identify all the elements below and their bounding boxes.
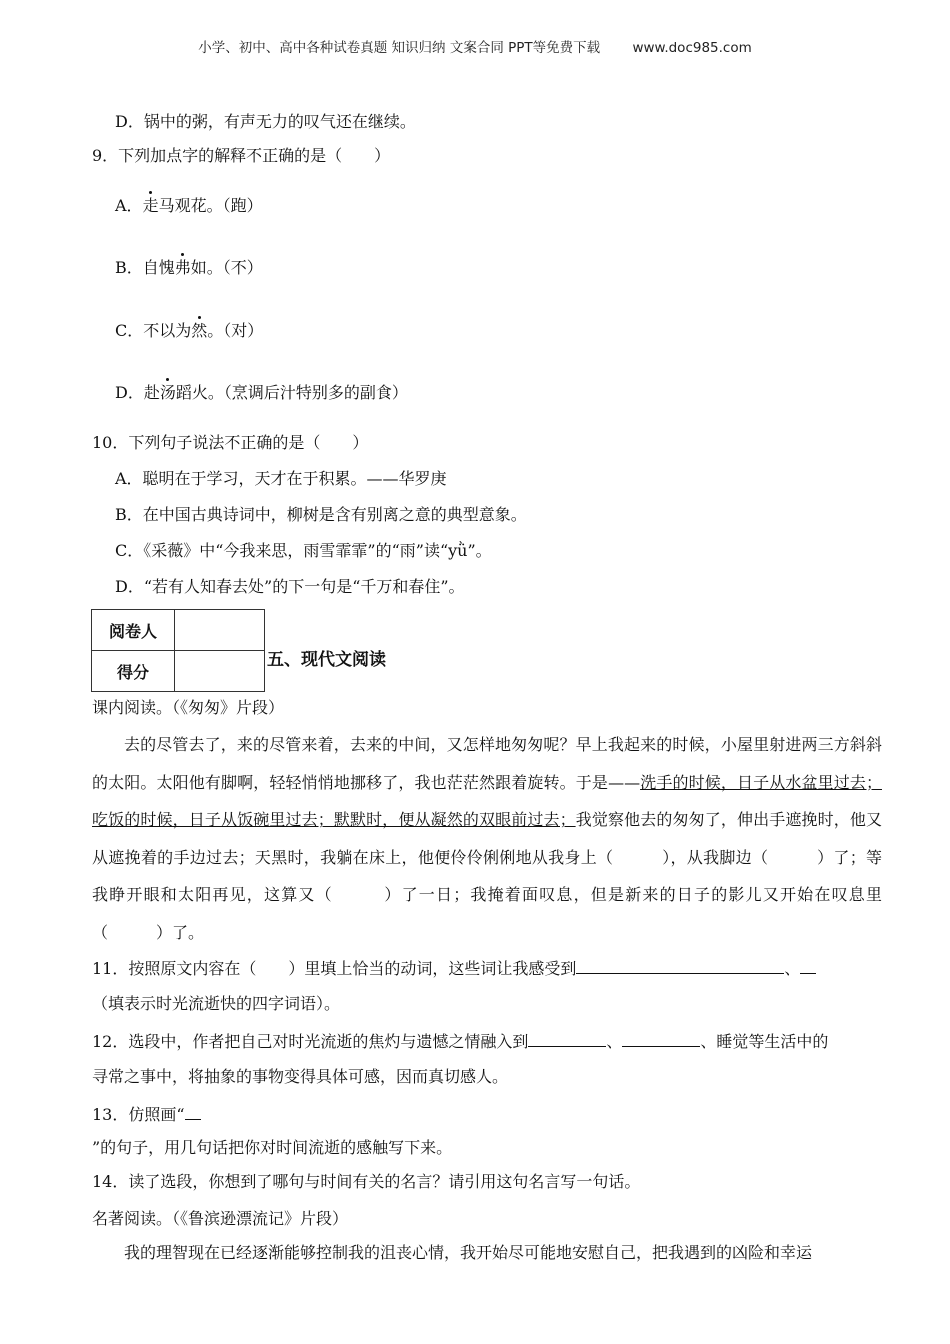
q9-stem: 9．下列加点字的解释不正确的是（ ） bbox=[92, 146, 391, 165]
q13-line1 bbox=[92, 1103, 201, 1125]
q11-text: 11．按照原文内容在（ ）里填上恰当的动词，这些词让我感受到 bbox=[92, 959, 577, 978]
q12 bbox=[92, 1030, 828, 1052]
q9-b-post: 如。（不） bbox=[190, 258, 263, 277]
header-text: 小学、初中、高中各种试卷真题 知识归纳 文案合同 PPT等免费下载 bbox=[198, 40, 601, 56]
q11-blank-2[interactable] bbox=[800, 957, 816, 974]
q12-line2: 寻常之事中，将抽象的事物变得具体可感，因而真切感人。 bbox=[92, 1067, 509, 1086]
q9-b-pre: B．自愧 bbox=[115, 258, 175, 277]
reading2-intro: 名著阅读。（《鲁滨逊漂流记》片段） bbox=[92, 1209, 349, 1228]
section-title: 五、现代文阅读 bbox=[267, 650, 386, 670]
reading1-passage bbox=[92, 726, 882, 951]
reading1-p2: 我觉察他去的匆匆了，伸出手遮挽时，他又从遮挽着的手边过去；天黑时，我躺在床上，他便伶伶俐俐地从我身上（ ），从我脚边（ ）了；等我睁开眼和太阳再见，这算又（ ）了一日；我掩着面叹息，但是新来的日子的影儿又开始在叹息里（ ）了。 bbox=[92, 810, 882, 942]
q13-a: 13．仿照画“ bbox=[92, 1105, 185, 1124]
q9-c-post: 。（对） bbox=[207, 321, 264, 340]
q9-a-dotted-char: 走 bbox=[142, 196, 159, 215]
score-label: 得分 bbox=[92, 651, 175, 692]
q11-sep: 、 bbox=[784, 959, 801, 978]
q9-d-pre: D．赴 bbox=[115, 383, 160, 402]
q12-blank-2[interactable] bbox=[622, 1030, 700, 1047]
q9-d-post: 蹈火。（烹调后汁特别多的副食） bbox=[175, 383, 408, 402]
q12-sep: 、 bbox=[606, 1032, 623, 1051]
reading1-intro: 课内阅读。（《匆匆》片段） bbox=[92, 698, 285, 717]
reading2-passage: 我的理智现在已经逐渐能够控制我的沮丧心情，我开始尽可能地安慰自己，把我遇到的凶险和幸运 bbox=[124, 1243, 813, 1262]
q9-d-dotted-char: 汤 bbox=[159, 383, 176, 402]
q9-c-dotted-char: 然 bbox=[191, 321, 208, 340]
q10-option-b: B．在中国古典诗词中，柳树是含有别离之意的典型意象。 bbox=[115, 505, 527, 524]
q10-stem: 10．下列句子说法不正确的是（ ） bbox=[92, 433, 369, 452]
q9-a-post: 马观花。（跑） bbox=[158, 196, 263, 215]
q13-line2: ”的句子，用几句话把你对时间流逝的感触写下来。 bbox=[92, 1138, 453, 1157]
score-cell bbox=[175, 651, 265, 692]
q9-option-d bbox=[115, 383, 408, 403]
q8-option-d: D．锅中的粥，有声无力的叹气还在继续。 bbox=[115, 112, 416, 131]
q11-blank-1[interactable] bbox=[576, 957, 784, 974]
reading1-underlined: 洗手的时候，日子从水盆里过去；吃饭的时候，日子从饭碗里过去；默默时，便从凝然的双眼前过去； bbox=[92, 772, 882, 829]
header-site: www.doc985.com bbox=[632, 40, 752, 56]
q9-option-b bbox=[115, 258, 263, 278]
q9-option-c bbox=[115, 321, 263, 341]
q9-b-dotted-char: 弗 bbox=[174, 258, 191, 277]
q12-blank-1[interactable] bbox=[528, 1030, 606, 1047]
page-header bbox=[0, 36, 950, 56]
reviewer-label: 阅卷人 bbox=[92, 610, 175, 651]
score-table bbox=[91, 609, 265, 692]
q14: 14．读了选段，你想到了哪句与时间有关的名言？请引用这句名言写一句话。 bbox=[92, 1172, 641, 1191]
q9-a-pre: A． bbox=[115, 196, 143, 215]
q12-b: 、睡觉等生活中的 bbox=[700, 1032, 829, 1051]
q9-c-pre: C．不以为 bbox=[115, 321, 192, 340]
q10-option-c: C．《采薇》中“今我来思，雨雪霏霏”的“雨”读“yǜ”。 bbox=[115, 541, 492, 560]
q11 bbox=[92, 957, 816, 979]
q13-blank[interactable] bbox=[185, 1103, 201, 1120]
reading1-p1: 去的尽管去了，来的尽管来着，去来的中间，又怎样地匆匆呢？早上我起来的时候，小屋里射进两三方斜斜的太阳。太阳他有脚啊，轻轻悄悄地挪移了，我也茫茫然跟着旋转。于是—— bbox=[92, 735, 882, 792]
q9-option-a bbox=[115, 196, 263, 216]
q10-option-d: D．“若有人知春去处”的下一句是“千万和春住”。 bbox=[115, 577, 465, 596]
q11-line2: （填表示时光流逝快的四字词语）。 bbox=[92, 994, 341, 1013]
q12-a: 12．选段中，作者把自己对时光流逝的焦灼与遗憾之情融入到 bbox=[92, 1032, 529, 1051]
reviewer-cell bbox=[175, 610, 265, 651]
q10-option-a: A．聪明在于学习，天才在于积累。——华罗庚 bbox=[115, 469, 447, 488]
